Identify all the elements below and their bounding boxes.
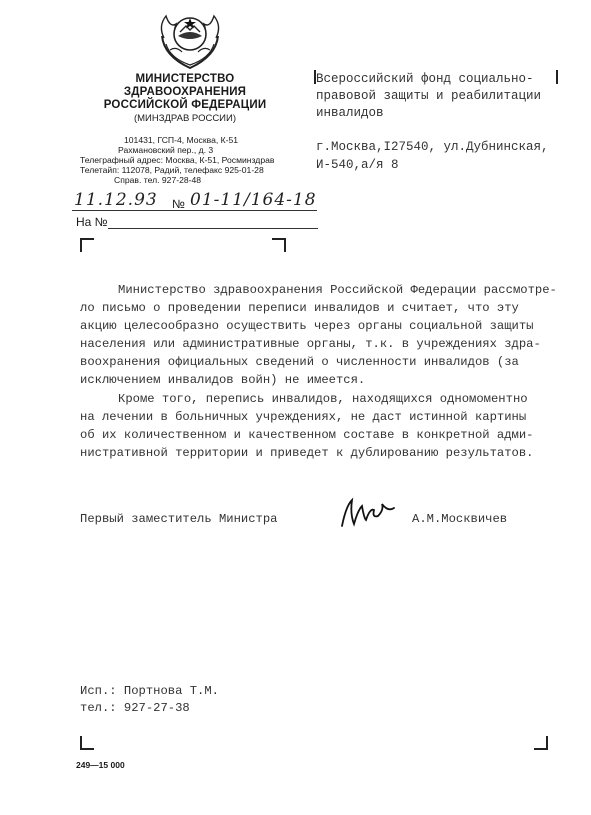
corner-mark [284, 238, 286, 252]
recipient-line2: правовой защиты и реабилитации [316, 89, 542, 103]
body-line: Министерство здравоохранения Российской Федерации рассмотре- [118, 283, 557, 297]
handwritten-signature [336, 496, 398, 530]
address-line4: Телетайп: 112078, Радий, телефакс 925-01-28 [80, 165, 264, 175]
org-name-line3: РОССИЙСКОЙ ФЕДЕРАЦИИ [103, 99, 267, 111]
reply-to-underline [108, 228, 318, 229]
recipient-line1: Всероссийский фонд социально- [316, 72, 534, 86]
signatory-name: А.М.Москвичев [412, 512, 508, 526]
executor-name: Исп.: Портнова Т.М. [80, 684, 219, 698]
corner-mark [80, 238, 82, 252]
address-line3: Телеграфный адрес: Москва, К-51, Росминздрав [80, 155, 275, 165]
executor-phone: тел.: 927-27-38 [80, 701, 190, 715]
org-name-line2: ЗДРАВООХРАНЕНИЯ [123, 86, 247, 98]
body-line: акцию целесообразно осуществить через органы социальной защиты [80, 319, 534, 333]
address-line1: 101431, ГСП-4, Москва, К-51 [124, 135, 239, 145]
recipient-line3: инвалидов [316, 106, 384, 120]
coat-of-arms-emblem [156, 6, 224, 70]
corner-mark [534, 748, 548, 750]
reply-to-label: На № [76, 215, 108, 229]
body-line: об их количественном и качественном составе в конкретной адми- [80, 428, 534, 442]
form-code: 249—15 000 [76, 760, 125, 770]
org-short-name: (МИНЗДРАВ РОССИИ) [133, 113, 236, 124]
corner-mark [80, 748, 94, 750]
address-line5: Справ. тел. 927-28-48 [114, 175, 202, 185]
org-name-line1: МИНИСТЕРСТВО [135, 73, 235, 85]
recipient-line5: И-540,а/я 8 [316, 158, 399, 172]
address-line2: Рахмановский пер., д. 3 [118, 145, 214, 155]
ref-underline [72, 210, 317, 211]
body-line: воохранения официальных сведений о численности инвалидов (за [80, 355, 519, 369]
ref-number-label: № [172, 197, 185, 211]
signatory-title: Первый заместитель Министра [80, 512, 278, 526]
body-line: ло письмо о проведении переписи инвалидов и считает, что эту [80, 301, 519, 315]
ref-date: 11.12.93 [74, 190, 158, 210]
body-line: исключением инвалидов войн) не имеется. [80, 373, 366, 387]
corner-mark [80, 238, 94, 240]
ref-number: 01-11/164-18 [190, 190, 317, 210]
recipient-line4: г.Москва,I27540, ул.Дубнинская, [316, 140, 549, 154]
body-line: Кроме того, перепись инвалидов, находящихся одномоментно [118, 392, 528, 406]
body-line: населения или административные органы, т.к. в учреждениях здра- [80, 337, 541, 351]
body-line: на лечении в больничных учреждениях, не даст истинной картины [80, 410, 527, 424]
body-line: нистративной территории и приведет к дублированию результатов. [80, 446, 534, 460]
corner-mark [556, 70, 558, 84]
